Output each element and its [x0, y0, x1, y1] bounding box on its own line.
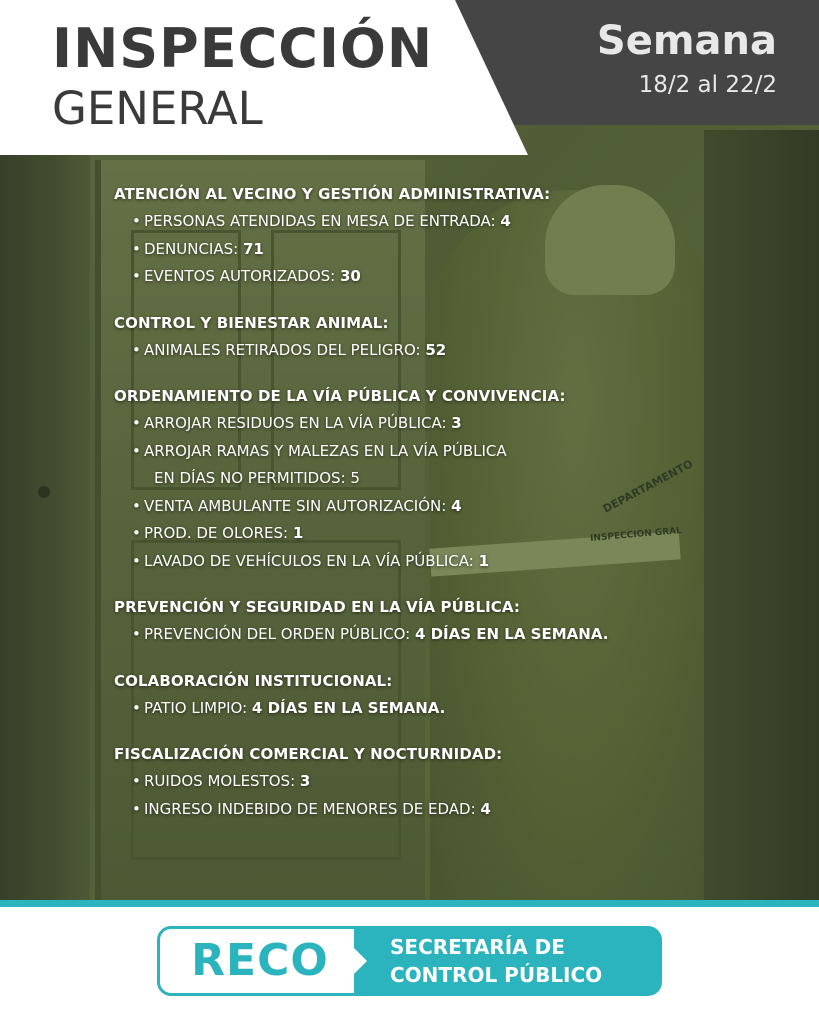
section-title: CONTROL Y BIENESTAR ANIMAL: [114, 313, 389, 332]
section [114, 309, 794, 365]
page-title: INSPECCIÓN [52, 17, 434, 80]
secretaria-box [357, 926, 662, 996]
badge-text-line2: INSPECCION GRAL [589, 526, 683, 544]
item-label: PROD. DE OLORES: [144, 524, 293, 542]
week-range: 18/2 al 22/2 [638, 72, 777, 98]
bullet: • [132, 524, 141, 542]
list-item [114, 548, 794, 576]
item-label: RUIDOS MOLESTOS: [144, 772, 300, 790]
secretaria-arrow [354, 948, 367, 974]
bullet: • [132, 239, 141, 258]
bullet: • [132, 340, 141, 359]
item-value: 1 [292, 524, 304, 542]
secretaria-line2: CONTROL PÚBLICO [390, 963, 603, 987]
item-value: 4 DÍAS EN LA SEMANA. [251, 698, 446, 717]
bullet: • [132, 212, 141, 230]
section [114, 180, 794, 291]
list-item-continuation [114, 465, 794, 493]
section [114, 740, 794, 823]
item-label: PERSONAS ATENDIDAS EN MESA DE ENTRADA: [144, 212, 501, 230]
week-label: Semana [596, 18, 777, 64]
item-value: 30 [340, 267, 361, 285]
item-value: 52 [425, 340, 447, 359]
item-label: ANIMALES RETIRADOS DEL PELIGRO: [144, 340, 426, 359]
list-item [114, 438, 794, 466]
item-label: EN DÍAS NO PERMITIDOS: [154, 469, 351, 487]
bullet: • [132, 551, 141, 570]
item-label: ARROJAR RESIDUOS EN LA VÍA PÚBLICA: [144, 414, 452, 432]
bullet: • [132, 799, 141, 818]
bullet: • [132, 496, 141, 515]
item-value: 3 [451, 414, 462, 432]
item-label: EVENTOS AUTORIZADOS: [144, 267, 340, 285]
section [114, 667, 794, 723]
reco-logo [157, 926, 357, 996]
list-item [114, 208, 794, 236]
item-value: 1 [478, 551, 490, 570]
item-label: PREVENCIÓN DEL ORDEN PÚBLICO: [144, 625, 415, 643]
bullet: • [132, 698, 141, 717]
bullet: • [132, 267, 141, 285]
section-title: PREVENCIÓN Y SEGURIDAD EN LA VÍA PÚBLICA: [114, 598, 520, 616]
list-item [114, 695, 794, 723]
item-label: DENUNCIAS: [144, 239, 243, 258]
list-item [114, 410, 794, 438]
item-value: 4 DÍAS EN LA SEMANA. [414, 625, 609, 643]
section-title: ORDENAMIENTO DE LA VÍA PÚBLICA Y CONVIVENCIA: [114, 387, 566, 405]
item-label: VENTA AMBULANTE SIN AUTORIZACIÓN: [144, 496, 452, 515]
item-value: 4 [500, 212, 511, 230]
badge-text-line1: DEPARTAMENTO [600, 457, 696, 516]
bullet: • [132, 625, 141, 643]
report-content [114, 180, 794, 841]
item-label: ARROJAR RAMAS Y MALEZAS EN LA VÍA PÚBLICA [144, 441, 507, 460]
item-value: 71 [242, 239, 264, 258]
item-label: LAVADO DE VEHÍCULOS EN LA VÍA PÚBLICA: [144, 551, 479, 570]
list-item [114, 493, 794, 521]
section [114, 382, 794, 575]
list-item [114, 520, 794, 548]
section [114, 593, 794, 649]
list-item [114, 796, 794, 824]
item-value: 5 [350, 469, 360, 487]
list-item [114, 337, 794, 365]
section-title: ATENCIÓN AL VECINO Y GESTIÓN ADMINISTRATIVA: [114, 185, 551, 203]
section-title: FISCALIZACIÓN COMERCIAL Y NOCTURNIDAD: [114, 745, 503, 763]
list-item [114, 621, 794, 649]
list-item [114, 768, 794, 796]
bullet: • [132, 441, 141, 460]
item-value: 3 [299, 772, 311, 790]
item-label: PATIO LIMPIO: [144, 698, 252, 717]
item-value: 4 [480, 799, 491, 818]
section-title: COLABORACIÓN INSTITUCIONAL: [114, 671, 393, 690]
bullet: • [132, 772, 141, 790]
item-value: 4 [451, 496, 462, 515]
list-item [114, 236, 794, 264]
footer-accent-line [0, 900, 819, 907]
secretaria-line1: SECRETARÍA DE [390, 935, 565, 959]
reco-logo-text: RECO [191, 935, 329, 986]
item-label: INGRESO INDEBIDO DE MENORES DE EDAD: [144, 799, 481, 818]
bullet: • [132, 414, 141, 432]
page-subtitle: GENERAL [52, 82, 263, 135]
list-item [114, 263, 794, 291]
